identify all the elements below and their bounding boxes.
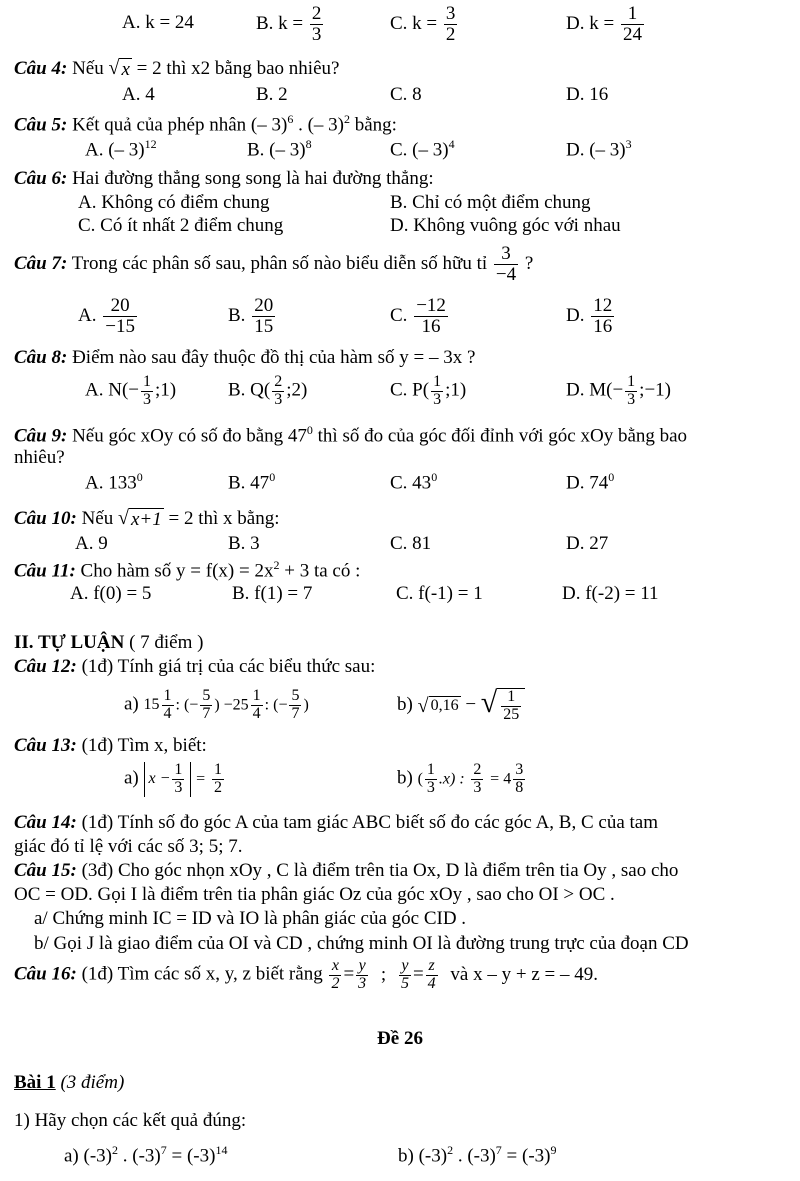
q11-option-b: B. f(1) = 7 (232, 583, 313, 604)
q8-option-d: D. M(− $\frac{1}{3}$ ;−1) (566, 373, 671, 408)
question-label: Câu 11: (14, 560, 76, 582)
q4-option-b: B. 2 (256, 84, 288, 105)
q14-text-wrap: giác đó tỉ lệ với các số 3; 5; 7. (14, 836, 243, 857)
bai1-option-b: b) $(-3)^2$ . $(-3)^7 = (-3)^9$ (398, 1143, 557, 1167)
section-title (14, 632, 203, 654)
question-label: Câu 10: (14, 508, 77, 529)
q11-option-a: A. f(0) = 5 (70, 583, 152, 604)
q9-text-cont: thì số đo của góc đối đỉnh với góc xOy bằng bao (317, 425, 688, 447)
q10-text-end: = 2 thì x bằng: (168, 508, 280, 529)
section-points: ( 7 điểm ) (129, 632, 204, 653)
q9-text: Nếu góc xOy có số đo bằng 47 (72, 425, 307, 447)
q13-expression-a: a) x − $\frac{1}{3}$ = $\frac{1}{2}$ (124, 761, 222, 796)
fraction: $\frac{1}{24}$ (622, 3, 642, 45)
sqrt-expression: √ x (108, 57, 130, 81)
question-label: Câu 5: (14, 114, 68, 136)
q10-option-c: C. 81 (390, 533, 432, 554)
q16-stem: Câu 16: (1đ) Tìm các số x, y, z biết rằng $\frac{x}{2}$ = $\frac{y}{3}$ ; $\frac{y}{5}$ = $\frac{z}{4}$ và x – y + z = – 49. (14, 957, 598, 992)
q6-option-d: D. Không vuông góc với nhau (390, 215, 621, 236)
q5-option-d: D. (– 3)$^3$ (566, 137, 632, 161)
fraction: $\frac{2}{3}$ (311, 3, 322, 45)
q11-text: Cho hàm số y = f(x) = 2x (80, 560, 274, 582)
question-label: Câu 8: (14, 347, 68, 368)
q5-stem (14, 113, 397, 136)
q12-text: (1đ) Tính giá trị của các biểu thức sau: (81, 656, 376, 677)
q15-part-a: a/ Chứng minh IC = ID và IO là phân giác của góc CID . (34, 908, 467, 929)
q15-stem (14, 860, 678, 882)
q12-expression-a: a) 15 $\frac{1}{4}$ : (− $\frac{5}{7}$ ) −25 $\frac{1}{4}$ : (− $\frac{5}{7}$ ) (124, 687, 309, 722)
q8-option-a: A. N(− $\frac{1}{3}$ ;1) (85, 373, 177, 408)
section-heading: II. TỰ LUẬN (14, 632, 125, 653)
q11-option-d: D. f(-2) = 11 (562, 583, 659, 604)
q10-stem (14, 508, 279, 531)
q8-stem (14, 347, 475, 369)
q3-option-d: D. k = $\frac{1}{24}$ (566, 3, 642, 45)
question-label: Câu 14: (14, 812, 77, 833)
q9-option-b: B. $47^0$ (228, 470, 276, 494)
exam-title: Đề 26 (377, 1028, 423, 1049)
sqrt-expression: √ x+1 (117, 507, 162, 531)
q15-text: (3đ) Cho góc nhọn xOy , C là điểm trên tia Ox, D là điểm trên tia Oy , sao cho (81, 860, 679, 881)
q9-text-wrap: nhiêu? (14, 447, 65, 468)
bai1-option-a: a) $(-3)^2$ . $(-3)^7 = (-3)^{14}$ (64, 1143, 228, 1167)
q8-option-b: B. Q( $\frac{2}{3}$ ;2) (228, 373, 308, 408)
q6-option-b: B. Chỉ có một điểm chung (390, 192, 591, 213)
q6-option-c: C. Có ít nhất 2 điểm chung (78, 215, 284, 236)
bai1-heading (14, 1072, 124, 1094)
q10-option-d: D. 27 (566, 533, 609, 554)
q13-expression-b: b) ( $\frac{1}{3}$ .x) : $\frac{2}{3}$ = 4 $\frac{3}{8}$ (397, 761, 524, 796)
exponent: 6 (287, 112, 294, 126)
question-label: Câu 9: (14, 425, 68, 447)
q4-option-c: C. 8 (390, 84, 422, 105)
q3-option-c: C. k = $\frac{3}{2}$ (390, 3, 456, 45)
fraction: $\frac{3}{2}$ (445, 3, 456, 45)
q13-stem (14, 735, 207, 757)
q13-text: (1đ) Tìm x, biết: (81, 735, 207, 756)
q8-option-c: C. P( $\frac{1}{3}$ ;1) (390, 373, 467, 408)
q4-option-a: A. 4 (122, 84, 155, 105)
q10-text: Nếu (81, 508, 114, 529)
question-label: Câu 4: (14, 58, 68, 79)
q5-option-a: A. (– 3)$^{12}$ (85, 137, 157, 161)
bai1-instruction: 1) Hãy chọn các kết quả đúng: (14, 1110, 247, 1131)
q5-text-end: bằng: (354, 114, 397, 136)
q4-text-end: = 2 thì x2 bằng bao nhiêu? (136, 58, 340, 79)
q11-text-end: + 3 ta có : (284, 560, 361, 582)
q6-text: Hai đường thẳng song song là hai đường thẳng: (72, 168, 434, 189)
q9-option-a: A. $133^0$ (85, 470, 143, 494)
q8-text: Điểm nào sau đây thuộc đồ thị của hàm số y = – 3x ? (72, 347, 476, 368)
q10-option-b: B. 3 (228, 533, 260, 554)
q6-stem (14, 168, 434, 190)
q10-option-a: A. 9 (75, 533, 108, 554)
q9-option-d: D. $74^0$ (566, 470, 615, 494)
bai1-title: Bài 1 (14, 1072, 56, 1093)
q16-text: (1đ) Tìm các số x, y, z biết rằng (81, 963, 323, 985)
question-label: Câu 15: (14, 860, 77, 881)
q15-part-b: b/ Gọi J là giao điểm của OI và CD , chứng minh OI là đường trung trực của đoạn CD (34, 933, 689, 954)
question-label: Câu 13: (14, 735, 77, 756)
q14-stem (14, 812, 658, 834)
q5-option-b: B. (– 3)$^8$ (247, 137, 312, 161)
q5-option-c: C. (– 3)$^4$ (390, 137, 455, 161)
q12-stem (14, 656, 375, 678)
q5-text-mid: . (– 3) (298, 114, 344, 136)
q4-option-d: D. 16 (566, 84, 609, 105)
question-label: Câu 7: (14, 252, 68, 274)
q16-text-end: và x – y + z = – 49. (450, 963, 598, 985)
q7-option-d: D. $\frac{12}{16}$ (566, 295, 613, 337)
question-label: Câu 6: (14, 168, 68, 189)
exponent: 2 (344, 112, 350, 126)
q12-expression-b: b) √ 0,16 − √ $\frac{1}{25}$ (397, 688, 525, 724)
q9-stem (14, 424, 687, 447)
q11-stem (14, 559, 360, 582)
bai1-points: (3 điểm) (60, 1072, 125, 1093)
q7-stem (14, 244, 533, 285)
q3-option-a: A. k = 24 (122, 12, 194, 33)
question-label: Câu 12: (14, 656, 77, 677)
fraction: $\frac{3}{-4}$ (495, 243, 517, 285)
q7-text: Trong các phân số sau, phân số nào biểu diễn số hữu tỉ (71, 252, 488, 274)
q3-option-b: B. k = $\frac{2}{3}$ (256, 3, 322, 45)
exponent: 2 (273, 558, 280, 572)
q4-text: Nếu (72, 58, 104, 79)
q7-option-a: A. $\frac{20}{-15}$ (78, 295, 135, 337)
q7-option-b: B. $\frac{20}{15}$ (228, 295, 274, 337)
exponent: 0 (306, 423, 313, 437)
q7-text-end: ? (524, 252, 534, 274)
q14-text: (1đ) Tính số đo góc A của tam giác ABC biết số đo các góc A, B, C của tam (81, 812, 658, 833)
question-label: Câu 16: (14, 963, 77, 985)
q6-option-a: A. Không có điểm chung (78, 192, 270, 213)
q15-text-wrap: OC = OD. Gọi I là điểm trên tia phân giác Oz của góc xOy , sao cho OI > OC . (14, 884, 615, 905)
q9-option-c: C. $43^0$ (390, 470, 438, 494)
q7-option-c: C. $\frac{-12}{16}$ (390, 295, 446, 337)
q11-option-c: C. f(-1) = 1 (396, 583, 483, 604)
q5-text: Kết quả của phép nhân (– 3) (72, 114, 288, 136)
q4-stem (14, 58, 339, 81)
